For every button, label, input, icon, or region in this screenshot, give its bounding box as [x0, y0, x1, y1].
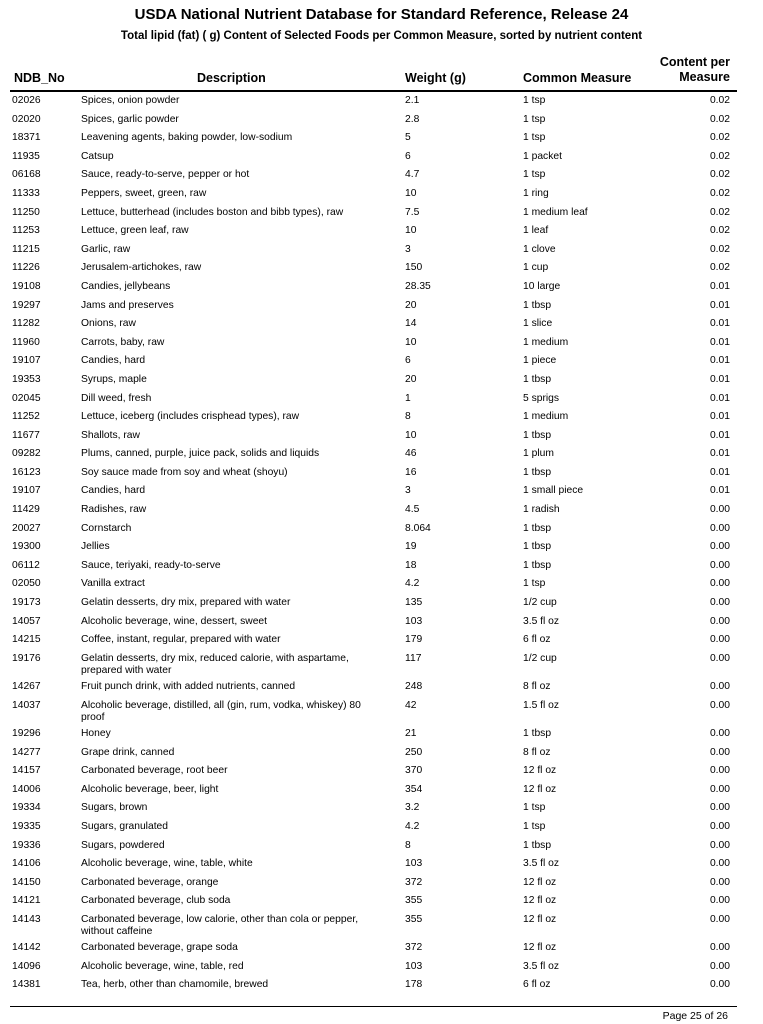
common-measure-cell: 1 piece — [523, 355, 557, 367]
description-cell: Onions, raw — [81, 318, 136, 330]
common-measure-cell: 1 small piece — [523, 485, 584, 497]
description-cell: Carrots, baby, raw — [81, 336, 165, 348]
description-cell: Lettuce, butterhead (includes boston and bibb types), raw — [81, 206, 344, 218]
content-cell: 0.02 — [709, 150, 730, 162]
common-measure-cell: 1 tbsp — [523, 299, 552, 311]
content-cell: 0.02 — [709, 113, 730, 125]
table-row — [0, 111, 763, 130]
ndb-cell: 11333 — [12, 187, 40, 199]
column-header-description: Description — [197, 71, 266, 85]
ndb-cell: 02020 — [12, 113, 41, 125]
description-cell: Alcoholic beverage, wine, dessert, sweet — [81, 615, 268, 627]
table-row — [0, 762, 763, 781]
weight-cell: 3 — [405, 243, 411, 255]
ndb-cell: 14143 — [12, 913, 41, 925]
ndb-cell: 14037 — [12, 699, 41, 711]
table-row — [0, 371, 763, 390]
common-measure-cell: 12 fl oz — [523, 895, 557, 907]
common-measure-cell: 6 fl oz — [523, 634, 551, 646]
ndb-cell: 11960 — [12, 336, 40, 348]
content-cell: 0.01 — [709, 411, 730, 423]
table-row — [0, 315, 763, 334]
ndb-cell: 02045 — [12, 392, 41, 404]
common-measure-cell: 1/2 cup — [523, 652, 557, 664]
content-cell: 0.02 — [709, 225, 730, 237]
ndb-cell: 20027 — [12, 522, 41, 534]
table-row — [0, 911, 763, 939]
table-row — [0, 129, 763, 148]
table-row — [0, 575, 763, 594]
description-cell: Jams and preserves — [81, 299, 174, 311]
weight-cell: 8.064 — [405, 522, 431, 534]
table-row — [0, 799, 763, 818]
table-row — [0, 837, 763, 856]
common-measure-cell: 12 fl oz — [523, 913, 557, 925]
weight-cell: 3 — [405, 485, 411, 497]
common-measure-cell: 1 tbsp — [523, 559, 552, 571]
table-row — [0, 697, 763, 725]
description-cell: Fruit punch drink, with added nutrients, canned — [81, 681, 296, 693]
weight-cell: 135 — [405, 597, 423, 609]
weight-cell: 10 — [405, 187, 417, 199]
common-measure-cell: 1 radish — [523, 504, 560, 516]
weight-cell: 6 — [405, 355, 411, 367]
table-row — [0, 501, 763, 520]
weight-cell: 150 — [405, 262, 423, 274]
weight-cell: 250 — [405, 746, 423, 758]
ndb-cell: 11215 — [12, 243, 40, 255]
weight-cell: 248 — [405, 681, 423, 693]
description-cell: Alcoholic beverage, distilled, all (gin, rum, vodka, whiskey) 80 proof — [81, 699, 361, 724]
table-row — [0, 148, 763, 167]
weight-cell: 8 — [405, 839, 411, 851]
description-cell: Garlic, raw — [81, 243, 131, 255]
column-header-ndb-no: NDB_No — [14, 71, 65, 85]
content-cell: 0.00 — [709, 652, 730, 664]
common-measure-cell: 1 clove — [523, 243, 556, 255]
ndb-cell: 19108 — [12, 280, 41, 292]
common-measure-cell: 3.5 fl oz — [523, 960, 560, 972]
ndb-cell: 11677 — [12, 429, 40, 441]
description-cell: Candies, hard — [81, 355, 146, 367]
ndb-cell: 19107 — [12, 485, 41, 497]
ndb-cell: 14157 — [12, 765, 41, 777]
table-row — [0, 855, 763, 874]
common-measure-cell: 5 sprigs — [523, 392, 560, 404]
description-cell: Coffee, instant, regular, prepared with water — [81, 634, 281, 646]
common-measure-cell: 1 tsp — [523, 132, 546, 144]
content-cell: 0.02 — [709, 243, 730, 255]
weight-cell: 7.5 — [405, 206, 420, 218]
content-cell: 0.00 — [709, 559, 730, 571]
weight-cell: 4.5 — [405, 504, 420, 516]
common-measure-cell: 1 plum — [523, 448, 554, 460]
ndb-cell: 11282 — [12, 318, 40, 330]
ndb-cell: 19336 — [12, 839, 41, 851]
description-cell: Carbonated beverage, root beer — [81, 765, 228, 777]
table-row — [0, 650, 763, 678]
ndb-cell: 19300 — [12, 541, 41, 553]
weight-cell: 372 — [405, 942, 423, 954]
description-cell: Candies, jellybeans — [81, 280, 171, 292]
weight-cell: 3.2 — [405, 802, 420, 814]
ndb-cell: 11935 — [12, 150, 40, 162]
description-cell: Syrups, maple — [81, 373, 147, 385]
weight-cell: 370 — [405, 765, 423, 777]
common-measure-cell: 1/2 cup — [523, 597, 557, 609]
content-cell: 0.00 — [709, 615, 730, 627]
table-row — [0, 297, 763, 316]
content-cell: 0.00 — [709, 728, 730, 739]
ndb-cell: 18371 — [12, 132, 41, 144]
table-row — [0, 166, 763, 185]
weight-cell: 19 — [405, 541, 417, 553]
table-row — [0, 352, 763, 371]
ndb-cell: 11226 — [12, 262, 40, 274]
description-cell: Sauce, ready-to-serve, pepper or hot — [81, 169, 250, 181]
report-subtitle: Total lipid (fat) ( g) Content of Selected Foods per Common Measure, sorted by nutrient content — [120, 30, 643, 42]
common-measure-cell: 1 tbsp — [523, 541, 552, 553]
description-cell: Alcoholic beverage, wine, table, red — [81, 960, 244, 972]
content-cell: 0.00 — [709, 876, 730, 888]
weight-cell: 4.7 — [405, 169, 420, 181]
description-cell: Plums, canned, purple, juice pack, solids and liquids — [81, 448, 320, 460]
description-cell: Catsup — [81, 150, 114, 162]
ndb-cell: 14121 — [12, 895, 41, 907]
weight-cell: 355 — [405, 895, 423, 907]
ndb-cell: 11253 — [12, 225, 40, 237]
weight-cell: 10 — [405, 336, 417, 348]
common-measure-cell: 6 fl oz — [523, 979, 551, 991]
table-row — [0, 259, 763, 278]
weight-cell: 1 — [405, 392, 411, 404]
common-measure-cell: 1 tbsp — [523, 466, 552, 478]
common-measure-cell: 3.5 fl oz — [523, 858, 560, 870]
column-header-content-line1: Content per — [659, 55, 730, 69]
content-cell: 0.00 — [709, 820, 730, 832]
common-measure-cell: 1 slice — [523, 318, 553, 330]
content-cell: 0.01 — [709, 429, 730, 441]
ndb-cell: 09282 — [12, 448, 41, 460]
description-cell: Sugars, powdered — [81, 839, 165, 851]
weight-cell: 6 — [405, 150, 411, 162]
page-number: Page 25 of 26 — [662, 1010, 728, 1022]
description-cell: Gelatin desserts, dry mix, prepared with water — [81, 597, 291, 609]
common-measure-cell: 1 medium leaf — [523, 206, 588, 218]
weight-cell: 10 — [405, 225, 417, 237]
common-measure-cell: 8 fl oz — [523, 746, 551, 758]
content-cell: 0.01 — [709, 392, 730, 404]
weight-cell: 20 — [405, 373, 417, 385]
common-measure-cell: 1 tsp — [523, 578, 546, 590]
table-row — [0, 520, 763, 539]
ndb-cell: 14057 — [12, 615, 41, 627]
content-cell: 0.02 — [709, 262, 730, 274]
table-row — [0, 482, 763, 501]
description-cell: Lettuce, green leaf, raw — [81, 225, 189, 237]
content-cell: 0.01 — [709, 280, 730, 292]
common-measure-cell: 1 tsp — [523, 113, 546, 125]
description-cell: Vanilla extract — [81, 578, 145, 590]
common-measure-cell: 1 tbsp — [523, 839, 552, 851]
ndb-cell: 06112 — [12, 559, 40, 571]
content-cell: 0.00 — [709, 541, 730, 553]
table-row — [0, 892, 763, 911]
ndb-cell: 14142 — [12, 942, 41, 954]
description-cell: Gelatin desserts, dry mix, reduced calorie, with aspartame, prepared with water — [81, 652, 349, 677]
weight-cell: 5 — [405, 132, 411, 144]
common-measure-cell: 8 fl oz — [523, 681, 551, 693]
ndb-cell: 14267 — [12, 681, 41, 693]
content-cell: 0.00 — [709, 578, 730, 590]
weight-cell: 2.1 — [405, 95, 420, 106]
content-cell: 0.00 — [709, 746, 730, 758]
content-cell: 0.01 — [709, 373, 730, 385]
common-measure-cell: 1 tsp — [523, 820, 546, 832]
common-measure-cell: 1 leaf — [523, 225, 549, 237]
content-cell: 0.00 — [709, 765, 730, 777]
content-cell: 0.00 — [709, 634, 730, 646]
content-cell: 0.02 — [709, 169, 730, 181]
content-cell: 0.00 — [709, 681, 730, 693]
ndb-cell: 19297 — [12, 299, 41, 311]
table-row — [0, 241, 763, 260]
description-cell: Shallots, raw — [81, 429, 140, 441]
weight-cell: 2.8 — [405, 113, 420, 125]
common-measure-cell: 1 medium — [523, 411, 569, 423]
table-row — [0, 538, 763, 557]
table-row — [0, 408, 763, 427]
ndb-cell: 02050 — [12, 578, 41, 590]
content-cell: 0.00 — [709, 913, 730, 925]
content-cell: 0.01 — [709, 318, 730, 330]
table-row — [0, 781, 763, 800]
weight-cell: 20 — [405, 299, 417, 311]
description-cell: Sugars, brown — [81, 802, 148, 814]
weight-cell: 372 — [405, 876, 423, 888]
ndb-cell: 16123 — [12, 466, 41, 478]
description-cell: Soy sauce made from soy and wheat (shoyu) — [81, 466, 288, 478]
weight-cell: 4.2 — [405, 578, 420, 590]
common-measure-cell: 1 tsp — [523, 802, 546, 814]
content-cell: 0.00 — [709, 802, 730, 814]
table-row — [0, 557, 763, 576]
common-measure-cell: 1 packet — [523, 150, 562, 162]
content-cell: 0.02 — [709, 187, 730, 199]
content-cell: 0.00 — [709, 783, 730, 795]
description-cell: Jerusalem-artichokes, raw — [81, 262, 202, 274]
table-row — [0, 92, 763, 111]
description-cell: Spices, garlic powder — [81, 113, 179, 125]
ndb-cell: 14096 — [12, 960, 41, 972]
ndb-cell: 14106 — [12, 858, 41, 870]
description-cell: Grape drink, canned — [81, 746, 175, 758]
weight-cell: 103 — [405, 615, 423, 627]
content-cell: 0.02 — [709, 95, 730, 106]
ndb-cell: 14381 — [12, 979, 41, 991]
common-measure-cell: 1 tbsp — [523, 373, 552, 385]
table-row — [0, 678, 763, 697]
content-cell: 0.01 — [709, 448, 730, 460]
common-measure-cell: 12 fl oz — [523, 876, 557, 888]
weight-cell: 21 — [405, 728, 417, 739]
content-cell: 0.00 — [709, 839, 730, 851]
description-cell: Peppers, sweet, green, raw — [81, 187, 207, 199]
common-measure-cell: 12 fl oz — [523, 942, 557, 954]
footer-divider — [10, 1006, 737, 1007]
report-title: USDA National Nutrient Database for Standard Reference, Release 24 — [134, 6, 629, 23]
table-row — [0, 939, 763, 958]
description-cell: Dill weed, fresh — [81, 392, 152, 404]
content-cell: 0.01 — [709, 466, 730, 478]
common-measure-cell: 1 tbsp — [523, 728, 552, 739]
weight-cell: 355 — [405, 913, 423, 925]
description-cell: Honey — [81, 728, 111, 739]
description-cell: Sauce, teriyaki, ready-to-serve — [81, 559, 221, 571]
description-cell: Carbonated beverage, orange — [81, 876, 219, 888]
weight-cell: 14 — [405, 318, 417, 330]
weight-cell: 46 — [405, 448, 417, 460]
common-measure-cell: 1 tbsp — [523, 429, 552, 441]
content-cell: 0.00 — [709, 597, 730, 609]
column-header-weight: Weight (g) — [405, 71, 466, 85]
description-cell: Leavening agents, baking powder, low-sodium — [81, 132, 293, 144]
weight-cell: 117 — [405, 652, 422, 664]
content-cell: 0.00 — [709, 942, 730, 954]
common-measure-cell: 1 tsp — [523, 169, 546, 181]
content-cell: 0.00 — [709, 895, 730, 907]
table-row — [0, 204, 763, 223]
ndb-cell: 14277 — [12, 746, 41, 758]
content-cell: 0.00 — [709, 858, 730, 870]
description-cell: Sugars, granulated — [81, 820, 169, 832]
common-measure-cell: 12 fl oz — [523, 783, 557, 795]
ndb-cell: 14215 — [12, 634, 41, 646]
common-measure-cell: 1.5 fl oz — [523, 699, 560, 711]
description-cell: Cornstarch — [81, 522, 132, 534]
table-row — [0, 445, 763, 464]
weight-cell: 10 — [405, 429, 417, 441]
ndb-cell: 02026 — [12, 95, 41, 106]
ndb-cell: 14006 — [12, 783, 41, 795]
content-cell: 0.00 — [709, 960, 730, 972]
ndb-cell: 11252 — [12, 411, 40, 423]
table-row — [0, 278, 763, 297]
table-row — [0, 631, 763, 650]
table-row — [0, 818, 763, 837]
common-measure-cell: 1 ring — [523, 187, 549, 199]
table-row — [0, 725, 763, 744]
description-cell: Jellies — [81, 541, 110, 553]
description-cell: Spices, onion powder — [81, 95, 180, 106]
weight-cell: 18 — [405, 559, 417, 571]
ndb-cell: 11429 — [12, 504, 40, 516]
ndb-cell: 06168 — [12, 169, 41, 181]
weight-cell: 16 — [405, 466, 417, 478]
content-cell: 0.00 — [709, 504, 730, 516]
table-row — [0, 976, 763, 995]
ndb-cell: 19334 — [12, 802, 41, 814]
table-row — [0, 594, 763, 613]
ndb-cell: 11250 — [12, 206, 40, 218]
common-measure-cell: 3.5 fl oz — [523, 615, 560, 627]
content-cell: 0.02 — [709, 206, 730, 218]
description-cell: Alcoholic beverage, wine, table, white — [81, 858, 253, 870]
common-measure-cell: 1 tsp — [523, 95, 546, 106]
weight-cell: 179 — [405, 634, 423, 646]
content-cell: 0.00 — [709, 699, 730, 711]
table-row — [0, 390, 763, 409]
description-cell: Carbonated beverage, grape soda — [81, 942, 238, 954]
table-row — [0, 744, 763, 763]
description-cell: Radishes, raw — [81, 504, 147, 516]
table-row — [0, 464, 763, 483]
ndb-cell: 19107 — [12, 355, 41, 367]
description-cell: Carbonated beverage, club soda — [81, 895, 231, 907]
column-header-content-line2: Measure — [679, 70, 730, 84]
table-row — [0, 334, 763, 353]
table-row — [0, 613, 763, 632]
weight-cell: 103 — [405, 858, 423, 870]
ndb-cell: 19296 — [12, 728, 41, 739]
common-measure-cell: 1 tbsp — [523, 522, 552, 534]
table-row — [0, 427, 763, 446]
content-cell: 0.01 — [709, 485, 730, 497]
ndb-cell: 14150 — [12, 876, 41, 888]
description-cell: Tea, herb, other than chamomile, brewed — [81, 979, 269, 991]
content-cell: 0.01 — [709, 336, 730, 348]
column-header-content-per-measure — [640, 55, 730, 85]
description-cell: Carbonated beverage, low calorie, other than cola or pepper, without caffeine — [81, 913, 359, 938]
table-row — [0, 874, 763, 893]
weight-cell: 4.2 — [405, 820, 420, 832]
weight-cell: 103 — [405, 960, 423, 972]
common-measure-cell: 10 large — [523, 280, 561, 292]
table-row — [0, 185, 763, 204]
content-cell: 0.00 — [709, 979, 730, 991]
ndb-cell: 19353 — [12, 373, 41, 385]
table-row — [0, 958, 763, 977]
table-row — [0, 222, 763, 241]
description-cell: Lettuce, iceberg (includes crisphead types), raw — [81, 411, 300, 423]
ndb-cell: 19335 — [12, 820, 41, 832]
content-cell: 0.00 — [709, 522, 730, 534]
description-cell: Candies, hard — [81, 485, 146, 497]
content-cell: 0.01 — [709, 299, 730, 311]
weight-cell: 354 — [405, 783, 423, 795]
common-measure-cell: 12 fl oz — [523, 765, 557, 777]
nutrient-table — [0, 92, 763, 995]
common-measure-cell: 1 cup — [523, 262, 549, 274]
ndb-cell: 19173 — [12, 597, 41, 609]
weight-cell: 42 — [405, 699, 417, 711]
description-cell: Alcoholic beverage, beer, light — [81, 783, 219, 795]
content-cell: 0.01 — [709, 355, 730, 367]
column-header-common-measure: Common Measure — [523, 71, 632, 85]
weight-cell: 178 — [405, 979, 423, 991]
content-cell: 0.02 — [709, 132, 730, 144]
common-measure-cell: 1 medium — [523, 336, 569, 348]
ndb-cell: 19176 — [12, 652, 41, 664]
weight-cell: 28.35 — [405, 280, 431, 292]
weight-cell: 8 — [405, 411, 411, 423]
